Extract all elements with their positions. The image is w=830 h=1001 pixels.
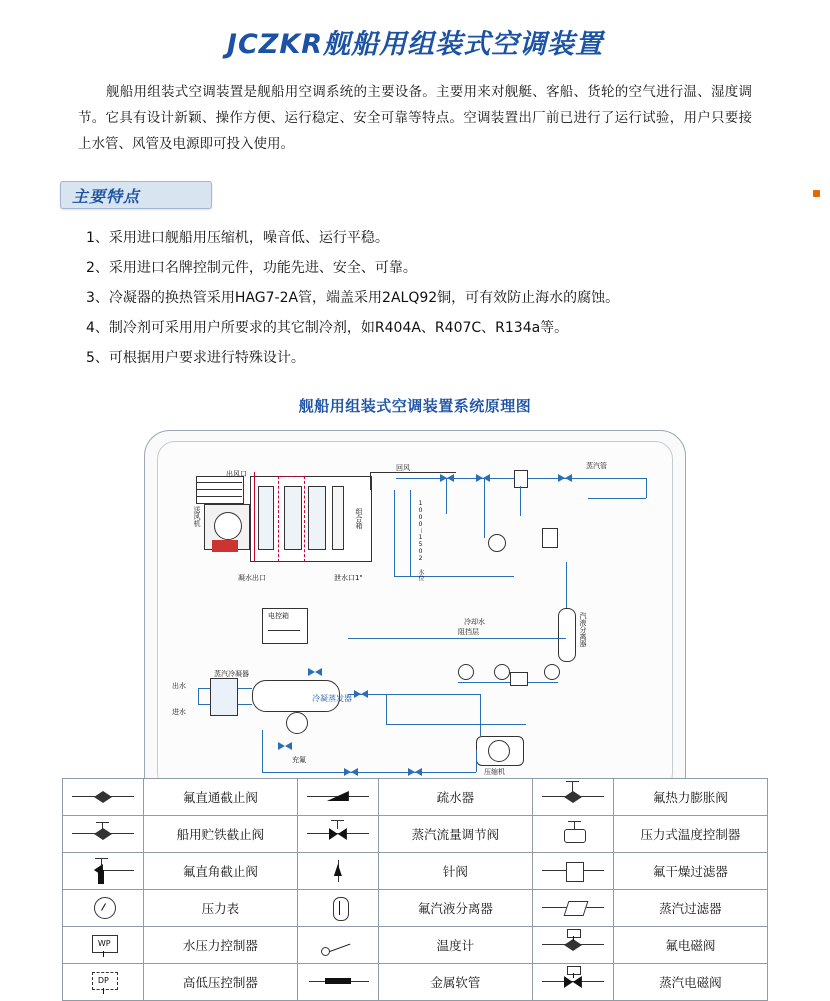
diagram-label: 泄水口1" [334,574,363,582]
table-row [63,927,768,964]
section-banner [60,181,830,211]
control-device-shape [542,528,558,548]
list-item: 4、制冷剂可采用用户所要求的其它制冷剂，如R404A、R407C、R134a等。 [86,320,569,336]
gauge-icon [488,534,506,552]
pressure-gauge-3-icon [544,664,560,680]
list-item: 3、冷凝器的换热管采用HAG7-2A管，端盖采用2ALQ92铜，可有效防止海水的腐蚀。 [86,290,620,306]
diagram-label: 进水 [172,708,186,716]
list-item: 1、采用进口舰船用压缩机，噪音低、运行平稳。 [86,230,389,246]
damper-section-shape [332,486,344,550]
page-root [0,22,830,995]
diagram-label: 蒸汽冷凝器 [214,670,249,678]
legend-label: 氟直通截止阀 [143,779,297,816]
legend-label: 疏水器 [378,779,532,816]
legend-label: 针阀 [378,853,532,890]
high-low-pressure-controller-icon [63,964,144,1001]
controller-shape [510,672,528,686]
table-row [63,816,768,853]
metal-hose-icon [297,964,378,1001]
symbol-legend-table [62,778,768,1001]
filter-section-shape [258,486,274,550]
diagram-label: 充氟 [292,756,306,764]
pressure-gauge-icon [63,890,144,927]
diagram-label: 蒸汽管 [586,462,607,470]
table-row [63,853,768,890]
diagram-label: 阻挡层 [458,628,479,636]
legend-label: 压力表 [143,890,297,927]
angle-stop-valve-icon [63,853,144,890]
system-schematic-diagram [144,430,686,802]
banner-label: 主要特点 [72,187,141,206]
diagram-caption: 舰船用组装式空调装置系统原理图 [298,397,532,415]
diagram-label: 送风机 [193,506,201,527]
legend-label: 水压力控制器 [143,927,297,964]
coil-section-shape [284,486,302,550]
legend-label: 蒸汽电磁阀 [613,964,767,1001]
fluorine-solenoid-valve-icon [532,927,613,964]
legend-label: 氟热力膨胀阀 [613,779,767,816]
steam-flow-regulating-valve-icon [297,816,378,853]
thermal-expansion-valve-icon [532,779,613,816]
table-row [63,890,768,927]
vapor-liquid-separator-icon [297,890,378,927]
receiver-icon [286,712,308,734]
water-pressure-controller-icon [63,927,144,964]
needle-valve-icon [297,853,378,890]
diagram-label: 汽液分离器 [579,612,587,647]
diagram-canvas [157,441,673,791]
legend-label: 金属软管 [378,964,532,1001]
legend-label: 氟电磁阀 [613,927,767,964]
marine-cast-iron-stop-valve-icon [63,816,144,853]
water-box-shape [210,678,238,716]
duct-outlet-shape [196,476,244,504]
pressure-gauge-icon [458,664,474,680]
pressure-type-temperature-controller-icon [532,816,613,853]
compressor-motor-icon [488,740,510,762]
diagram-label: 电控箱 [268,612,289,620]
intro-paragraph: 舰船用组装式空调装置是舰船用空调系统的主要设备。主要用来对舰艇、客船、货轮的空气进行温、湿度调节。它具有设计新颖、操作方便、运行稳定、安全可靠等特点。空调装置出厂前已进行了运行试验，用户只要接上水管、风管及电源即可投入使用。 [78,84,752,152]
legend-label: 氟直角截止阀 [143,853,297,890]
diagram-label: 凝水出口 [238,574,266,582]
legend-label: 蒸汽过滤器 [613,890,767,927]
fan-wheel-icon [214,512,242,540]
globe-stop-valve-icon [63,779,144,816]
steam-trap-icon [297,779,378,816]
legend-label: 氟干燥过滤器 [613,853,767,890]
badge-text: DP [97,976,109,985]
banner-dot-icon [813,190,820,197]
badge-text: WP [97,939,111,948]
feature-list [86,223,830,373]
list-item: 2、采用进口名牌控制元件，功能先进、安全、可靠。 [86,260,417,276]
diagram-label: 组合箱 [355,508,363,529]
motor-shape [212,540,238,552]
pressure-gauge-2-icon [494,664,510,680]
steam-solenoid-valve-icon [532,964,613,1001]
legend-label: 压力式温度控制器 [613,816,767,853]
fluorine-dryer-filter-icon [532,853,613,890]
diagram-label: 回风 [396,464,410,472]
diagram-label: 出水 [172,682,186,690]
separator-vessel-shape [558,608,576,662]
list-item: 5、可根据用户要求进行特殊设计。 [86,350,305,366]
table-row [63,964,768,1001]
legend-label: 船用贮铁截止阀 [143,816,297,853]
filter-symbol-shape [514,470,528,488]
table-row [63,779,768,816]
diagram-label: 1000～1502 水位 [417,500,424,581]
legend-label: 氟汽液分离器 [378,890,532,927]
steam-filter-icon [532,890,613,927]
diagram-label: 冷凝蒸发器 [312,694,352,703]
heater-section-shape [308,486,326,550]
thermometer-icon [297,927,378,964]
diagram-label: 出风口 [226,470,247,478]
diagram-label: 冷却水 [464,618,485,626]
legend-label: 温度计 [378,927,532,964]
page-title: JCZKR舰船用组装式空调装置 [226,29,604,60]
diagram-label: 压缩机 [484,768,505,776]
legend-label: 高低压控制器 [143,964,297,1001]
legend-label: 蒸汽流量调节阀 [378,816,532,853]
